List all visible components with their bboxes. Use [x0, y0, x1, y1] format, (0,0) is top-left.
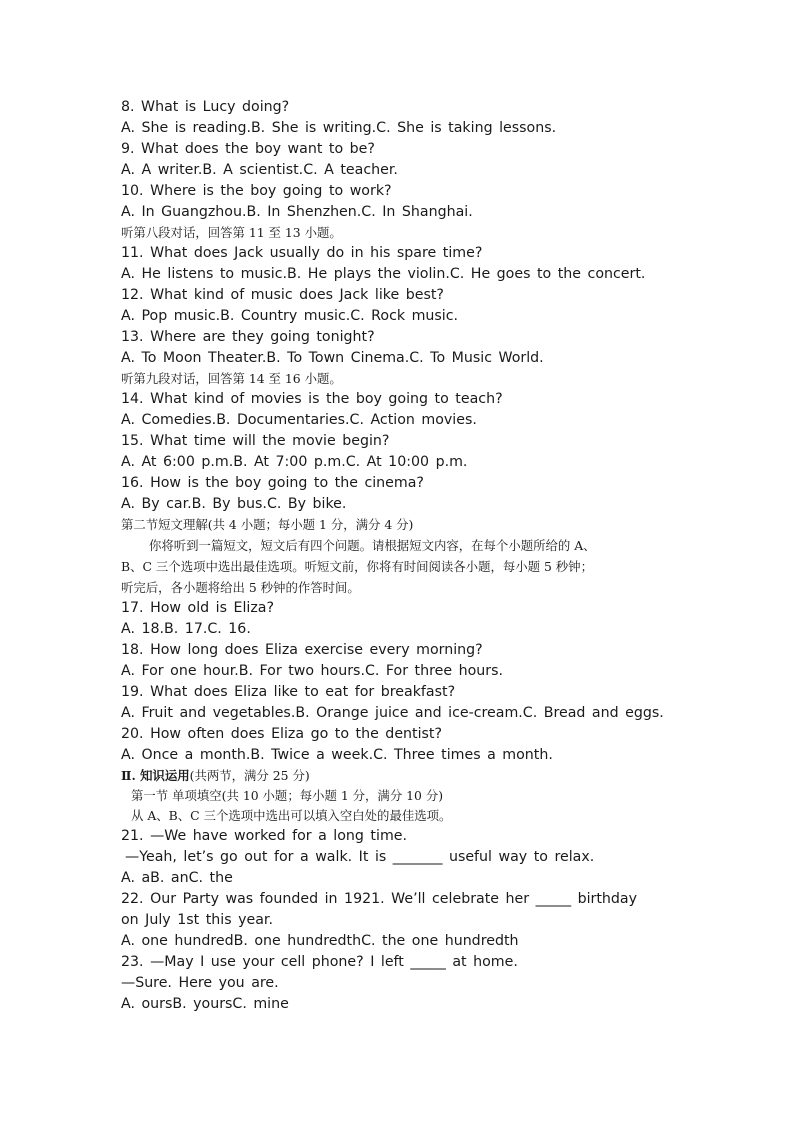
- question-16: 16. How is the boy going to the cinema?: [121, 475, 424, 491]
- single-choice-instruction: 从 A、B、C 三个选项中选出可以填入空白处的最佳选项。: [131, 808, 452, 823]
- part-two-heading: [121, 766, 721, 786]
- question-8: 8. What is Lucy doing?: [121, 99, 290, 115]
- question-21: 21. —We have worked for a long time.: [121, 828, 407, 844]
- options-14: A. Comedies.B. Documentaries.C. Action movies.: [121, 412, 477, 428]
- question-21-reply: —Yeah, let’s go out for a walk. It is _______ useful way to relax.: [125, 849, 595, 865]
- question-19: 19. What does Eliza like to eat for breakfast?: [121, 684, 456, 700]
- options-19: A. Fruit and vegetables.B. Orange juice and ice-cream.C. Bread and eggs.: [121, 705, 664, 721]
- options-20: A. Once a month.B. Twice a week.C. Three times a month.: [121, 747, 553, 763]
- section-heading-passage: 第二节短文理解(共 4 小题；每小题 1 分，满分 4 分): [121, 517, 414, 532]
- options-17: A. 18.B. 17.C. 16.: [121, 621, 251, 637]
- passage-instruction-line-2: B、C 三个选项中选出最佳选项。听短文前，你将有时间阅读各小题，每小题 5 秒钟；: [121, 559, 593, 574]
- passage-instruction-line-1: 你将听到一篇短文，短文后有四个问题。请根据短文内容，在每个小题所给的 A、: [149, 538, 596, 553]
- question-14: 14. What kind of movies is the boy going to teach?: [121, 391, 503, 407]
- question-20: 20. How often does Eliza go to the dentist?: [121, 726, 443, 742]
- question-15: 15. What time will the movie begin?: [121, 433, 390, 449]
- question-13: 13. Where are they going tonight?: [121, 329, 375, 345]
- question-10: 10. Where is the boy going to work?: [121, 183, 392, 199]
- options-9: A. A writer.B. A scientist.C. A teacher.: [121, 162, 398, 178]
- options-15: A. At 6:00 p.m.B. At 7:00 p.m.C. At 10:00 p.m.: [121, 454, 468, 470]
- question-11: 11. What does Jack usually do in his spare time?: [121, 245, 483, 261]
- passage-instruction-line-3: 听完后，各小题将给出 5 秒钟的作答时间。: [121, 580, 360, 595]
- options-8: A. She is reading.B. She is writing.C. She is taking lessons.: [121, 120, 557, 136]
- question-23: 23. —May I use your cell phone? I left _____ at home.: [121, 954, 518, 970]
- question-18: 18. How long does Eliza exercise every morning?: [121, 642, 483, 658]
- options-10: A. In Guangzhou.B. In Shenzhen.C. In Shanghai.: [121, 204, 473, 220]
- options-11: A. He listens to music.B. He plays the violin.C. He goes to the concert.: [121, 266, 646, 282]
- document-content: [121, 97, 721, 1015]
- options-23: A. oursB. yoursC. mine: [121, 996, 289, 1012]
- question-9: 9. What does the boy want to be?: [121, 141, 375, 157]
- options-22: A. one hundredB. one hundredthC. the one hundredth: [121, 933, 519, 949]
- part-two-title: Ⅱ. 知识运用: [121, 768, 190, 783]
- section-instruction-dialog-9: 听第九段对话，回答第 14 至 16 小题。: [121, 371, 342, 386]
- options-21: A. aB. anC. the: [121, 870, 233, 886]
- options-16: A. By car.B. By bus.C. By bike.: [121, 496, 347, 512]
- question-23-reply: —Sure. Here you are.: [121, 975, 279, 991]
- section-instruction-dialog-8: 听第八段对话，回答第 11 至 13 小题。: [121, 225, 342, 240]
- question-22: 22. Our Party was founded in 1921. We’ll celebrate her _____ birthday: [121, 891, 637, 907]
- question-12: 12. What kind of music does Jack like best?: [121, 287, 444, 303]
- options-13: A. To Moon Theater.B. To Town Cinema.C. To Music World.: [121, 350, 544, 366]
- options-12: A. Pop music.B. Country music.C. Rock music.: [121, 308, 459, 324]
- section-heading-single-choice: 第一节 单项填空(共 10 小题；每小题 1 分，满分 10 分): [131, 788, 444, 803]
- question-22-continued: on July 1st this year.: [121, 912, 273, 928]
- part-two-score: (共两节，满分 25 分): [189, 768, 310, 783]
- options-18: A. For one hour.B. For two hours.C. For three hours.: [121, 663, 503, 679]
- question-17: 17. How old is Eliza?: [121, 600, 275, 616]
